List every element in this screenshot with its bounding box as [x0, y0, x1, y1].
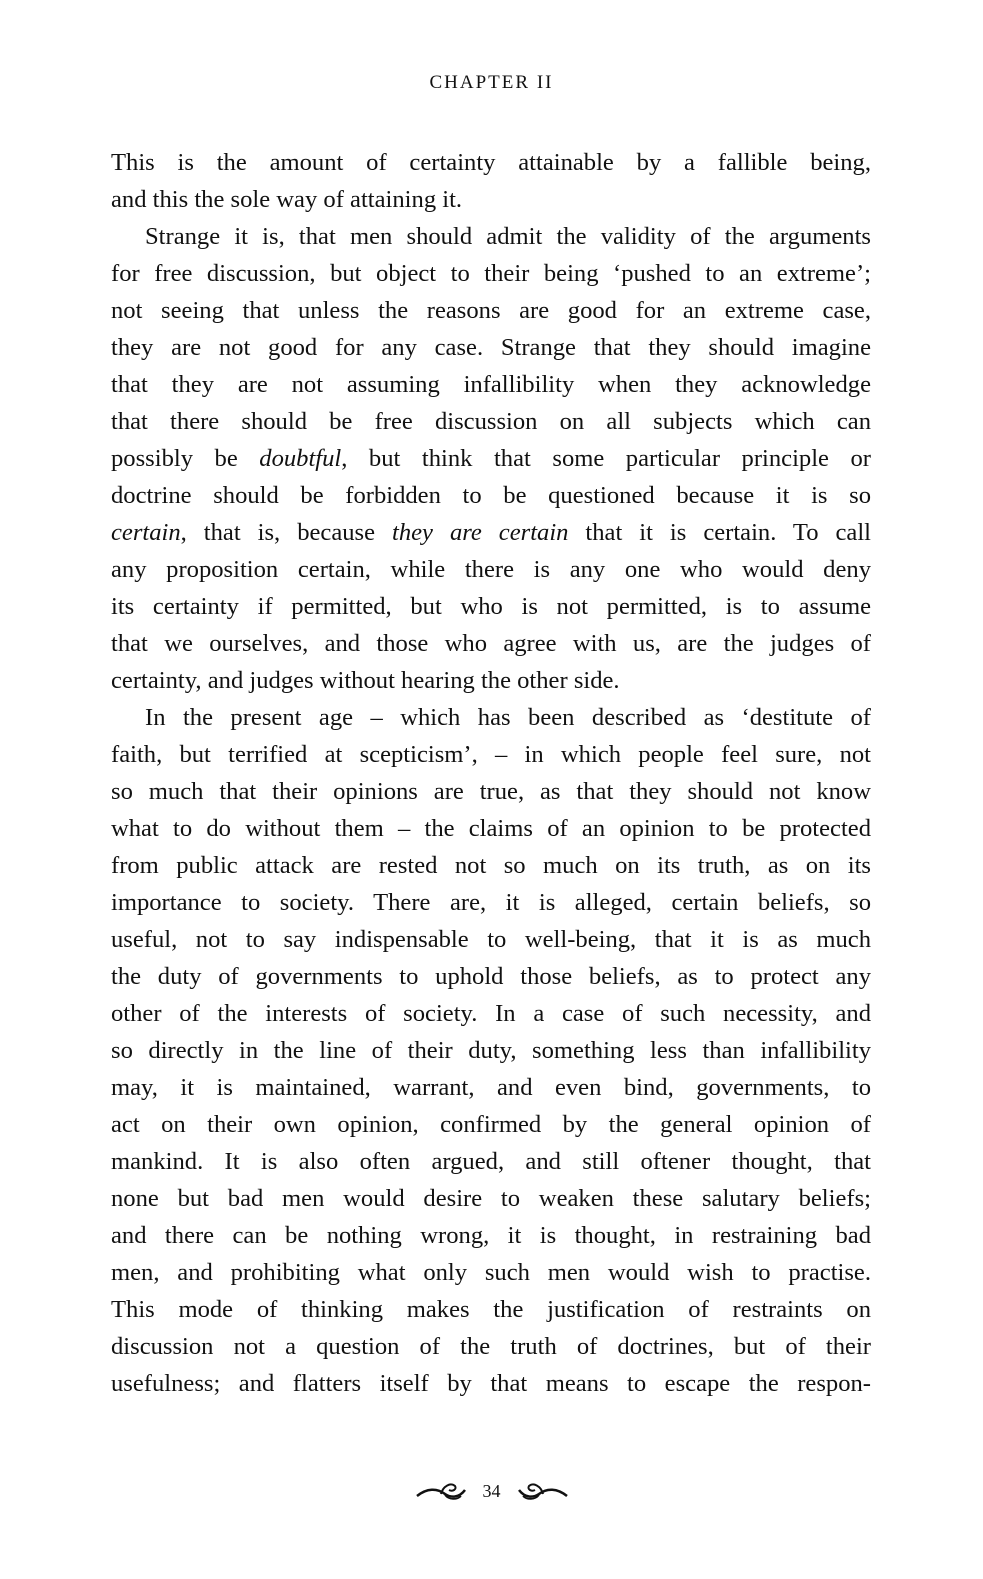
text-line: so much that their opinions are true, as that they should not know — [111, 778, 871, 805]
text-line: Strange it is, that men should admit the validity of the arguments — [145, 223, 871, 250]
text-line: faith, but terrified at scepticism’, – in which people feel sure, not — [111, 741, 871, 768]
text-line: certainty, and judges without hearing the other side. — [111, 667, 620, 694]
text-line: useful, not to say indispensable to well-being, that it is as much — [111, 926, 871, 953]
text-line: its certainty if permitted, but who is not permitted, is to assume — [111, 593, 871, 620]
text-segment: , that is, because — [180, 519, 392, 546]
text-line: that there should be free discussion on all subjects which can — [111, 408, 871, 435]
text-line: they are not good for any case. Strange that they should imagine — [111, 334, 871, 361]
text-line: mankind. It is also often argued, and still oftener thought, that — [111, 1148, 871, 1175]
text-line: act on their own opinion, confirmed by the general opinion of — [111, 1111, 871, 1138]
text-line: for free discussion, but object to their being ‘pushed to an extreme’; — [111, 260, 871, 287]
text-line: that we ourselves, and those who agree with us, are the judges of — [111, 630, 871, 657]
text-line: In the present age – which has been described as ‘destitute of — [145, 704, 871, 731]
text-line: and this the sole way of attaining it. — [111, 186, 463, 213]
text-line: doctrine should be forbidden to be questioned because it is so — [111, 482, 871, 509]
text-line: so directly in the line of their duty, something less than infallibility — [111, 1037, 871, 1064]
text-segment: possibly be — [111, 445, 260, 472]
text-line: from public attack are rested not so much on its truth, as on its — [111, 852, 871, 879]
text-line: may, it is maintained, warrant, and even bind, governments, to — [111, 1074, 871, 1101]
italic-text: doubtful — [259, 445, 342, 472]
text-line: This mode of thinking makes the justification of restraints on — [111, 1296, 871, 1323]
text-line: not seeing that unless the reasons are good for an extreme case, — [111, 297, 871, 324]
text-segment: , but think that some particular principle or — [341, 445, 871, 472]
text-segment: that it is certain. To call — [568, 519, 871, 546]
text-line: other of the interests of society. In a case of such necessity, and — [111, 1000, 871, 1027]
running-head: CHAPTER II — [429, 72, 554, 93]
text-line: discussion not a question of the truth of doctrines, but of their — [111, 1333, 871, 1360]
folio — [0, 1480, 983, 1502]
text-line: the duty of governments to uphold those beliefs, as to protect any — [111, 963, 871, 990]
right-ornament-icon — [515, 1480, 569, 1502]
text-line: importance to society. There are, it is alleged, certain beliefs, so — [111, 889, 871, 916]
page-number: 34 — [482, 1480, 501, 1501]
text-line: none but bad men would desire to weaken these salutary beliefs; — [111, 1185, 871, 1212]
text-line: any proposition certain, while there is any one who would deny — [111, 556, 871, 583]
text-line — [111, 514, 871, 551]
text-line: what to do without them – the claims of an opinion to be protected — [111, 815, 871, 842]
text-line: and there can be nothing wrong, it is thought, in restraining bad — [111, 1222, 871, 1249]
text-line: This is the amount of certainty attainable by a fallible being, — [111, 149, 871, 176]
left-ornament-icon — [415, 1480, 469, 1502]
italic-text: they are certain — [392, 519, 569, 546]
text-line: that they are not assuming infallibility when they acknowledge — [111, 371, 871, 398]
text-line — [111, 440, 871, 477]
italic-text: certain — [111, 519, 181, 546]
body-text — [111, 144, 871, 1402]
text-line: usefulness; and flatters itself by that means to escape the respon- — [111, 1370, 871, 1397]
text-line: men, and prohibiting what only such men would wish to practise. — [111, 1259, 871, 1286]
